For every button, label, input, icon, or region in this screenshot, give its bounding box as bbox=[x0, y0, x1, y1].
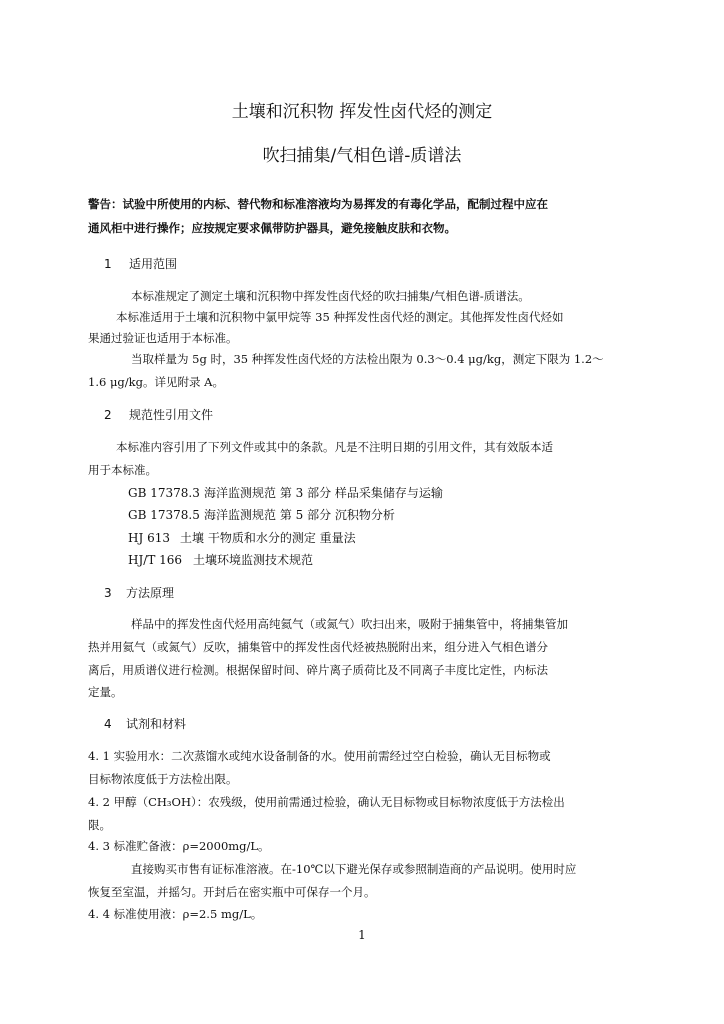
document-title: 土壤和沉积物 挥发性卤代烃的测定 bbox=[231, 102, 493, 122]
section-1-paragraph-3-line-1: 当取样量为 5g 时，35 种挥发性卤代烃的方法检出限为 0.3～0.4 μg/kg，测定下限为 1.2～ bbox=[131, 352, 604, 366]
reference-title: 海洋监测规范 第 5 部分 沉积物分析 bbox=[204, 508, 395, 522]
reference-title: 土壤 干物质和水分的测定 重量法 bbox=[180, 531, 356, 545]
section-3-number: 3 bbox=[104, 586, 112, 600]
reference-code: GB 17378.5 bbox=[128, 508, 200, 522]
warning-line-2: 通风柜中进行操作；应按规定要求佩带防护器具，避免接触皮肤和衣物。 bbox=[88, 221, 456, 235]
reference-code: HJ/T 166 bbox=[128, 553, 183, 567]
section-3-line-1: 样品中的挥发性卤代烃用高纯氦气（或氮气）吹扫出来，吸附于捕集管中，将捕集管加 bbox=[131, 617, 568, 631]
section-1-paragraph-3-line-2: 1.6 μg/kg。详见附录 A。 bbox=[88, 375, 224, 389]
section-1-paragraph-2-line-1: 本标准适用于土壤和沉积物中氯甲烷等 35 种挥发性卤代烃的测定。其他挥发性卤代烃如 bbox=[116, 310, 564, 324]
page-number: 1 bbox=[358, 928, 366, 942]
item-4-4: 4. 4 标准使用液：ρ=2.5 mg/L。 bbox=[88, 907, 263, 921]
reference-code: GB 17378.3 bbox=[128, 486, 200, 500]
reference-title: 海洋监测规范 第 3 部分 样品采集储存与运输 bbox=[204, 486, 443, 500]
item-4-3-paragraph-line-2: 恢复至室温，并摇匀。开封后在密实瓶中可保存一个月。 bbox=[88, 885, 376, 899]
reference-code: HJ 613 bbox=[128, 531, 170, 545]
warning-line-1: 警告：试验中所使用的内标、替代物和标准溶液均为易挥发的有毒化学品，配制过程中应在 bbox=[88, 197, 548, 211]
section-1-paragraph-1: 本标准规定了测定土壤和沉积物中挥发性卤代烃的吹扫捕集/气相色谱-质谱法。 bbox=[131, 289, 530, 303]
section-3-line-3: 离后，用质谱仪进行检测。根据保留时间、碎片离子质荷比及不同离子丰度比定性，内标法 bbox=[88, 663, 548, 677]
section-2-paragraph-line-1: 本标准内容引用了下列文件或其中的条款。凡是不注明日期的引用文件，其有效版本适 bbox=[116, 440, 553, 454]
document-subtitle: 吹扫捕集/气相色谱-质谱法 bbox=[262, 146, 462, 166]
section-3-line-2: 热并用氦气（或氮气）反吹，捕集管中的挥发性卤代烃被热脱附出来，组分进入气相色谱分 bbox=[88, 640, 548, 654]
section-4-number: 4 bbox=[104, 717, 112, 731]
item-4-3: 4. 3 标准贮备液：ρ=2000mg/L。 bbox=[88, 839, 270, 853]
section-2-paragraph-line-2: 用于本标准。 bbox=[88, 463, 157, 477]
section-2-heading: 规范性引用文件 bbox=[129, 408, 214, 422]
section-3-heading: 方法原理 bbox=[126, 586, 175, 600]
section-1-heading: 适用范围 bbox=[129, 257, 178, 271]
item-4-1-line-2: 目标物浓度低于方法检出限。 bbox=[88, 772, 238, 786]
section-3-line-4: 定量。 bbox=[88, 685, 123, 699]
item-4-3-paragraph-line-1: 直接购买市售有证标准溶液。在-10℃以下避光保存或参照制造商的产品说明。使用时应 bbox=[131, 862, 577, 876]
section-1-number: 1 bbox=[104, 257, 112, 271]
section-1-paragraph-2-line-2: 果通过验证也适用于本标准。 bbox=[88, 331, 238, 345]
reference-title: 土壤环境监测技术规范 bbox=[193, 553, 314, 567]
section-2-number: 2 bbox=[104, 408, 112, 422]
item-4-2-line-1: 4. 2 甲醇（CH₃OH）：农残级，使用前需通过检验，确认无目标物或目标物浓度低于方法检出 bbox=[88, 795, 565, 809]
item-4-2-line-2: 限。 bbox=[88, 818, 111, 832]
item-4-1-line-1: 4. 1 实验用水：二次蒸馏水或纯水设备制备的水。使用前需经过空白检验，确认无目标物或 bbox=[88, 749, 551, 763]
section-4-heading: 试剂和材料 bbox=[126, 717, 187, 731]
